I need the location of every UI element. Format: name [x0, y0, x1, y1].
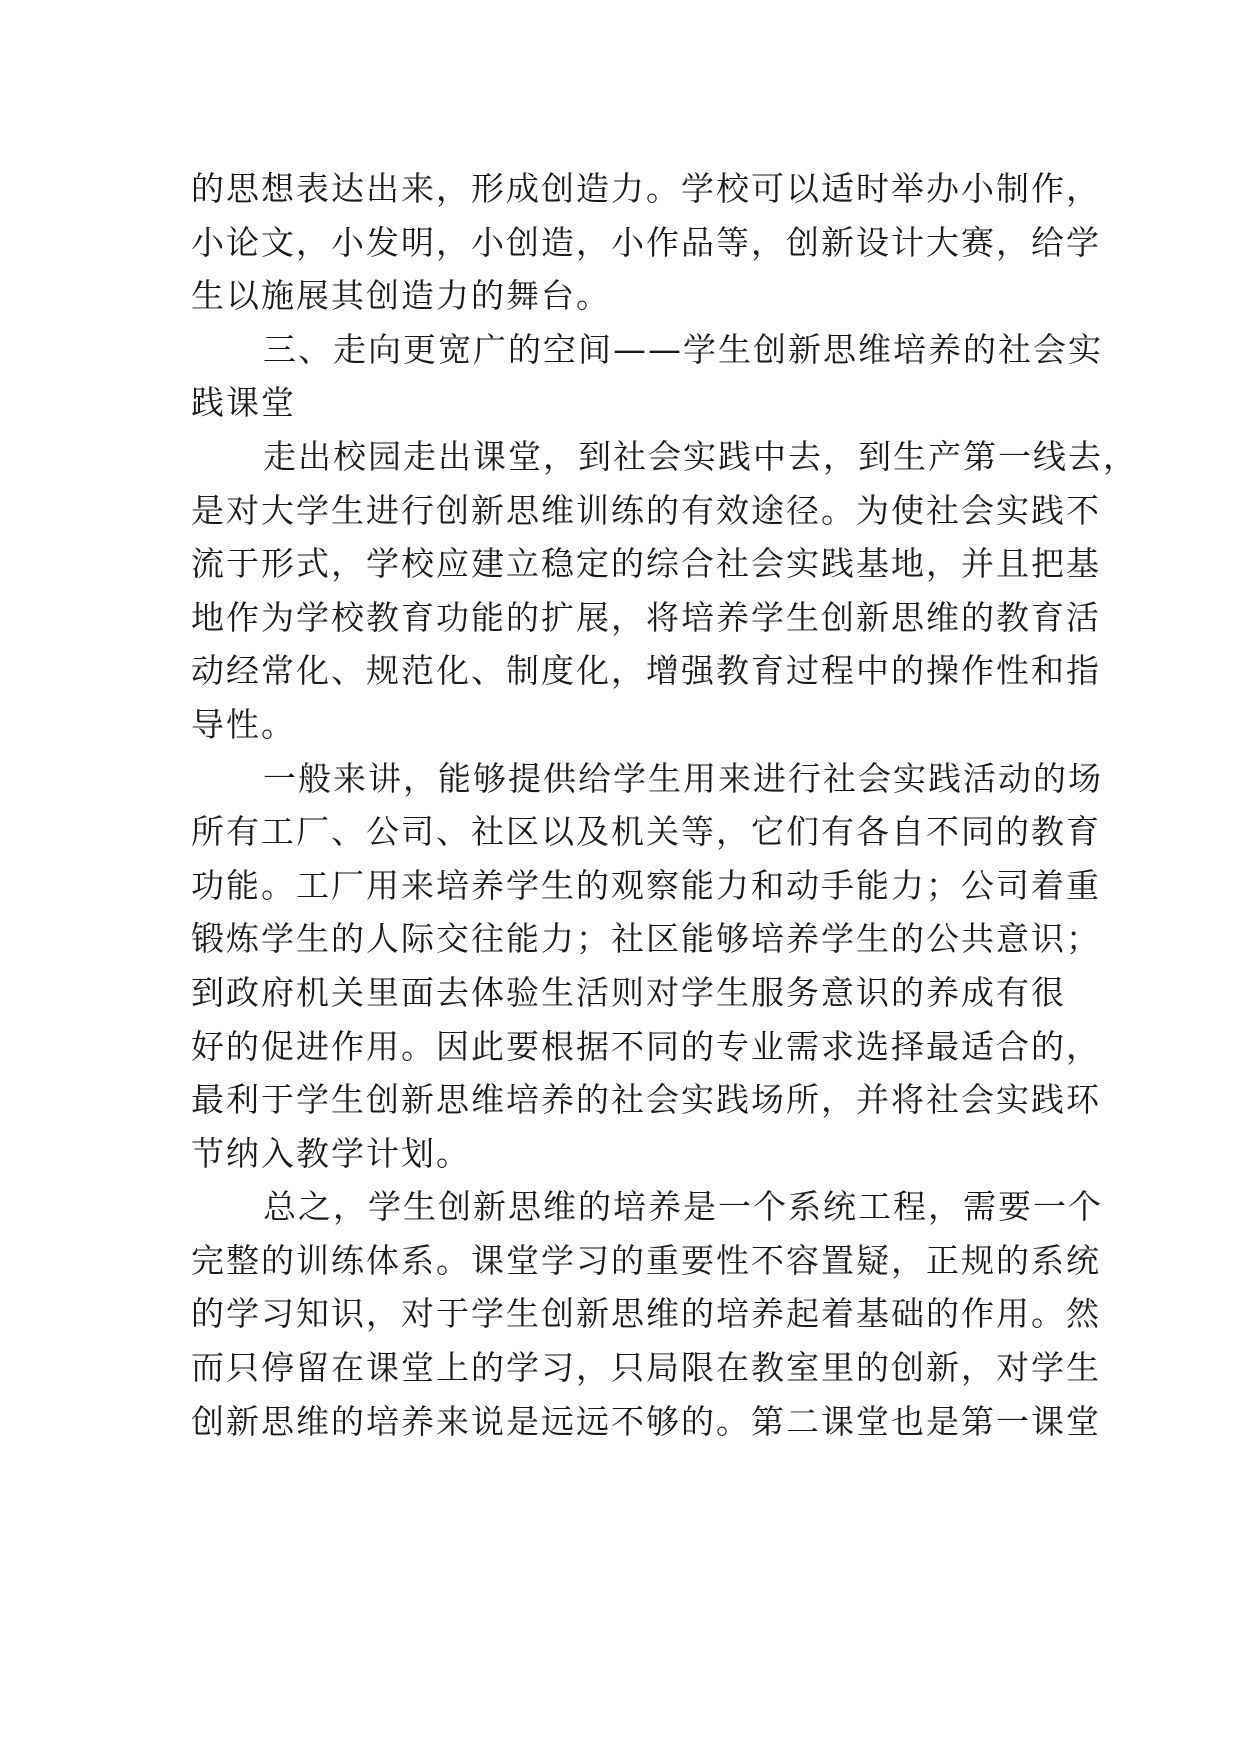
text-line: 是对大学生进行创新思维训练的有效途径。为使社会实践不 — [191, 490, 1101, 530]
text-line: 一般来讲，能够提供给学生用来进行社会实践活动的场 — [263, 758, 1103, 798]
text-line: 践课堂 — [191, 383, 296, 423]
text-line: 动经常化、规范化、制度化，增强教育过程中的操作性和指 — [191, 651, 1101, 691]
text-line: 小论文，小发明，小创造，小作品等，创新设计大赛，给学 — [191, 222, 1101, 262]
text-line: 完整的训练体系。课堂学习的重要性不容置疑，正规的系统 — [191, 1240, 1101, 1280]
text-line: 总之，学生创新思维的培养是一个系统工程，需要一个 — [263, 1187, 1103, 1227]
text-line: 地作为学校教育功能的扩展，将培养学生创新思维的教育活 — [191, 597, 1101, 637]
text-line: 最利于学生创新思维培养的社会实践场所，并将社会实践环 — [191, 1080, 1101, 1120]
text-line: 锻炼学生的人际交往能力；社区能够培养学生的公共意识； — [191, 919, 1101, 959]
text-line: 到政府机关里面去体验生活则对学生服务意识的养成有很 — [191, 972, 1066, 1012]
text-line: 好的促进作用。因此要根据不同的专业需求选择最适合的， — [191, 1026, 1101, 1066]
text-line: 导性。 — [191, 704, 296, 744]
text-line: 而只停留在课堂上的学习，只局限在教室里的创新，对学生 — [191, 1348, 1101, 1388]
document-body — [191, 162, 1138, 1448]
text-line: 创新思维的培养来说是远远不够的。第二课堂也是第一课堂 — [191, 1401, 1101, 1441]
text-line: 的学习知识，对于学生创新思维的培养起着基础的作用。然 — [191, 1294, 1101, 1334]
text-line: 所有工厂、公司、社区以及机关等，它们有各自不同的教育 — [191, 812, 1101, 852]
text-line: 的思想表达出来，形成创造力。学校可以适时举办小制作， — [191, 169, 1101, 208]
text-line: 节纳入教学计划。 — [191, 1133, 471, 1173]
text-line: 走出校园走出课堂，到社会实践中去，到生产第一线去， — [263, 436, 1138, 476]
text-line: 功能。工厂用来培养学生的观察能力和动手能力；公司着重 — [191, 865, 1101, 905]
text-line: 生以施展其创造力的舞台。 — [191, 276, 611, 316]
text-line: 三、走向更宽广的空间——学生创新思维培养的社会实 — [263, 329, 1103, 369]
text-line: 流于形式，学校应建立稳定的综合社会实践基地，并且把基 — [191, 544, 1101, 584]
